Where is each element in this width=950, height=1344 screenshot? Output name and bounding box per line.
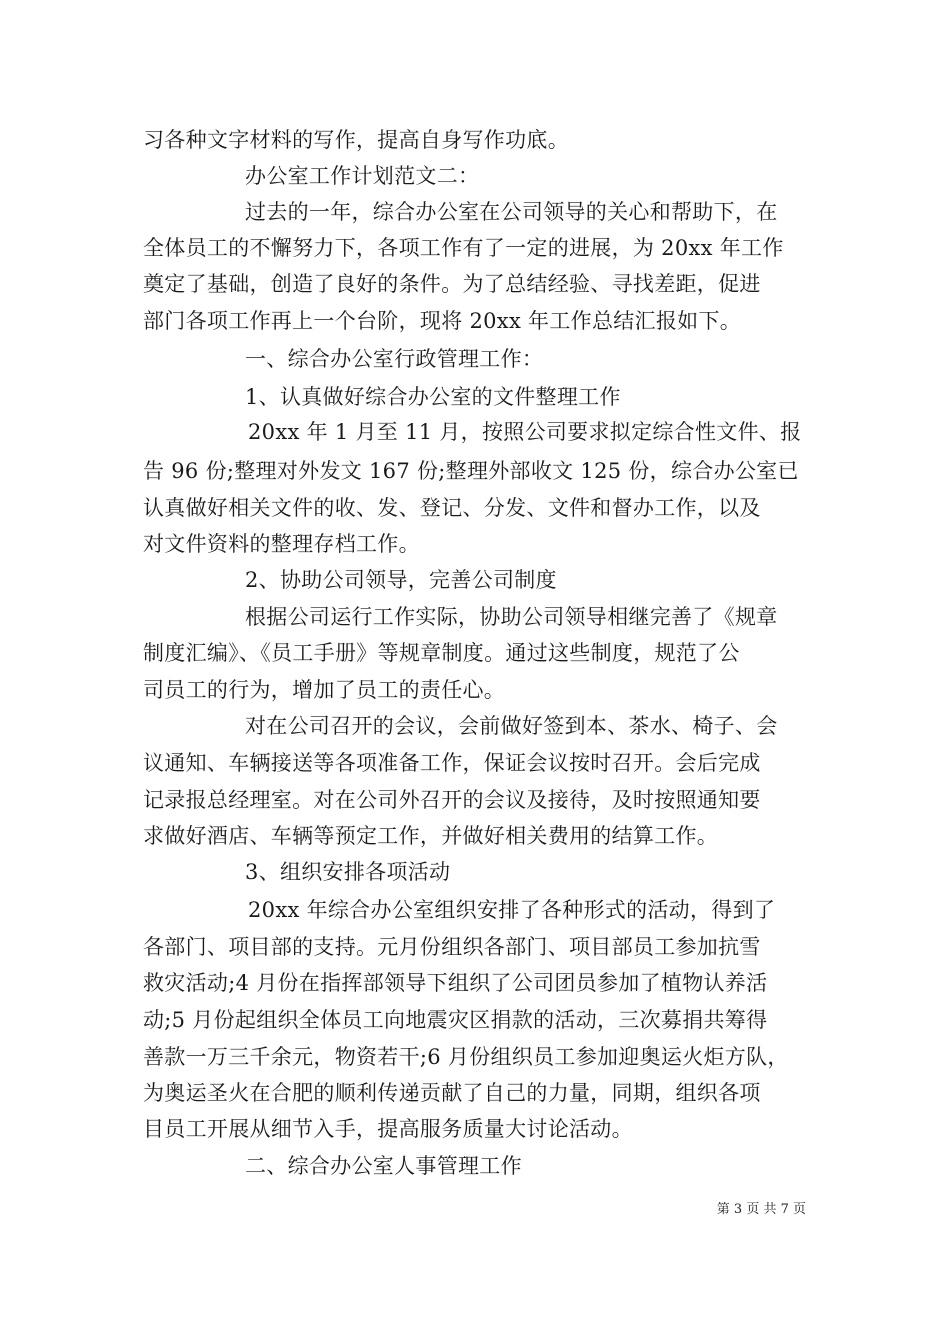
text-line: 部门各项工作再上一个台阶，现将 20xx 年工作总结汇报如下。 [143,309,742,333]
subheading-2: 2、协助公司领导，完善公司制度 [245,568,557,592]
heading-1: 一、综合办公室行政管理工作： [245,347,544,371]
text-line: 过去的一年，综合办公室在公司领导的关心和帮助下，在 [245,200,778,224]
text-line: 对文件资料的整理存档工作。 [143,532,420,556]
text-line: 记录报总经理室。对在公司外召开的会议及接待，及时按照通知要 [143,788,761,812]
text-line: 司员工的行为，增加了员工的责任心。 [143,678,506,702]
text-line: 为奥运圣火在合肥的顺利传递贡献了自己的力量，同期，组织各项 [143,1081,761,1105]
text-line: 20xx 年 1 月至 11 月，按照公司要求拟定综合性文件、报 [248,420,802,444]
text-line: 奠定了基础，创造了良好的条件。为了总结经验、寻找差距，促进 [143,272,761,296]
subheading-1: 1、认真做好综合办公室的文件整理工作 [245,385,621,409]
text-line: 议通知、车辆接送等各项准备工作，保证会议按时召开。会后完成 [143,751,761,775]
page-number: 第 3 页 共 7 页 [716,1202,806,1217]
text-line: 对在公司召开的会议，会前做好签到本、茶水、椅子、会 [245,714,778,738]
text-line: 全体员工的不懈努力下，各项工作有了一定的进展，为 20xx 年工作 [143,236,784,260]
text-line: 善款一万三千余元，物资若干;6 月份组织员工参加迎奥运火炬方队， [143,1045,789,1069]
text-line: 求做好酒店、车辆等预定工作，并做好相关费用的结算工作。 [143,824,719,848]
text-line: 根据公司运行工作实际，协助公司领导相继完善了《规章 [245,605,778,629]
text-line: 告 96 份;整理对外发文 167 份;整理外部收文 125 份，综合办公室已 [143,459,799,483]
text-line: 动;5 月份起组织全体员工向地震灾区捐款的活动，三次募捐共筹得 [143,1008,768,1032]
subheading-3: 3、组织安排各项活动 [245,860,451,884]
text-line: 习各种文字材料的写作，提高自身写作功底。 [143,128,569,152]
heading-2: 二、综合办公室人事管理工作 [245,1154,522,1178]
text-line: 救灾活动;4 月份在指挥部领导下组织了公司团员参加了植物认养活 [143,971,768,995]
text-line: 制度汇编》、《员工手册》等规章制度。通过这些制度，规范了公 [143,641,740,665]
text-line: 20xx 年综合办公室组织安排了各种形式的活动，得到了 [248,898,776,922]
text-line: 各部门、项目部的支持。元月份组织各部门、项目部员工参加抗雪 [143,935,761,959]
text-line: 目员工开展从细节入手，提高服务质量大讨论活动。 [143,1117,633,1141]
section-title: 办公室工作计划范文二： [245,164,480,188]
text-line: 认真做好相关文件的收、发、登记、分发、文件和督办工作，以及 [143,496,761,520]
